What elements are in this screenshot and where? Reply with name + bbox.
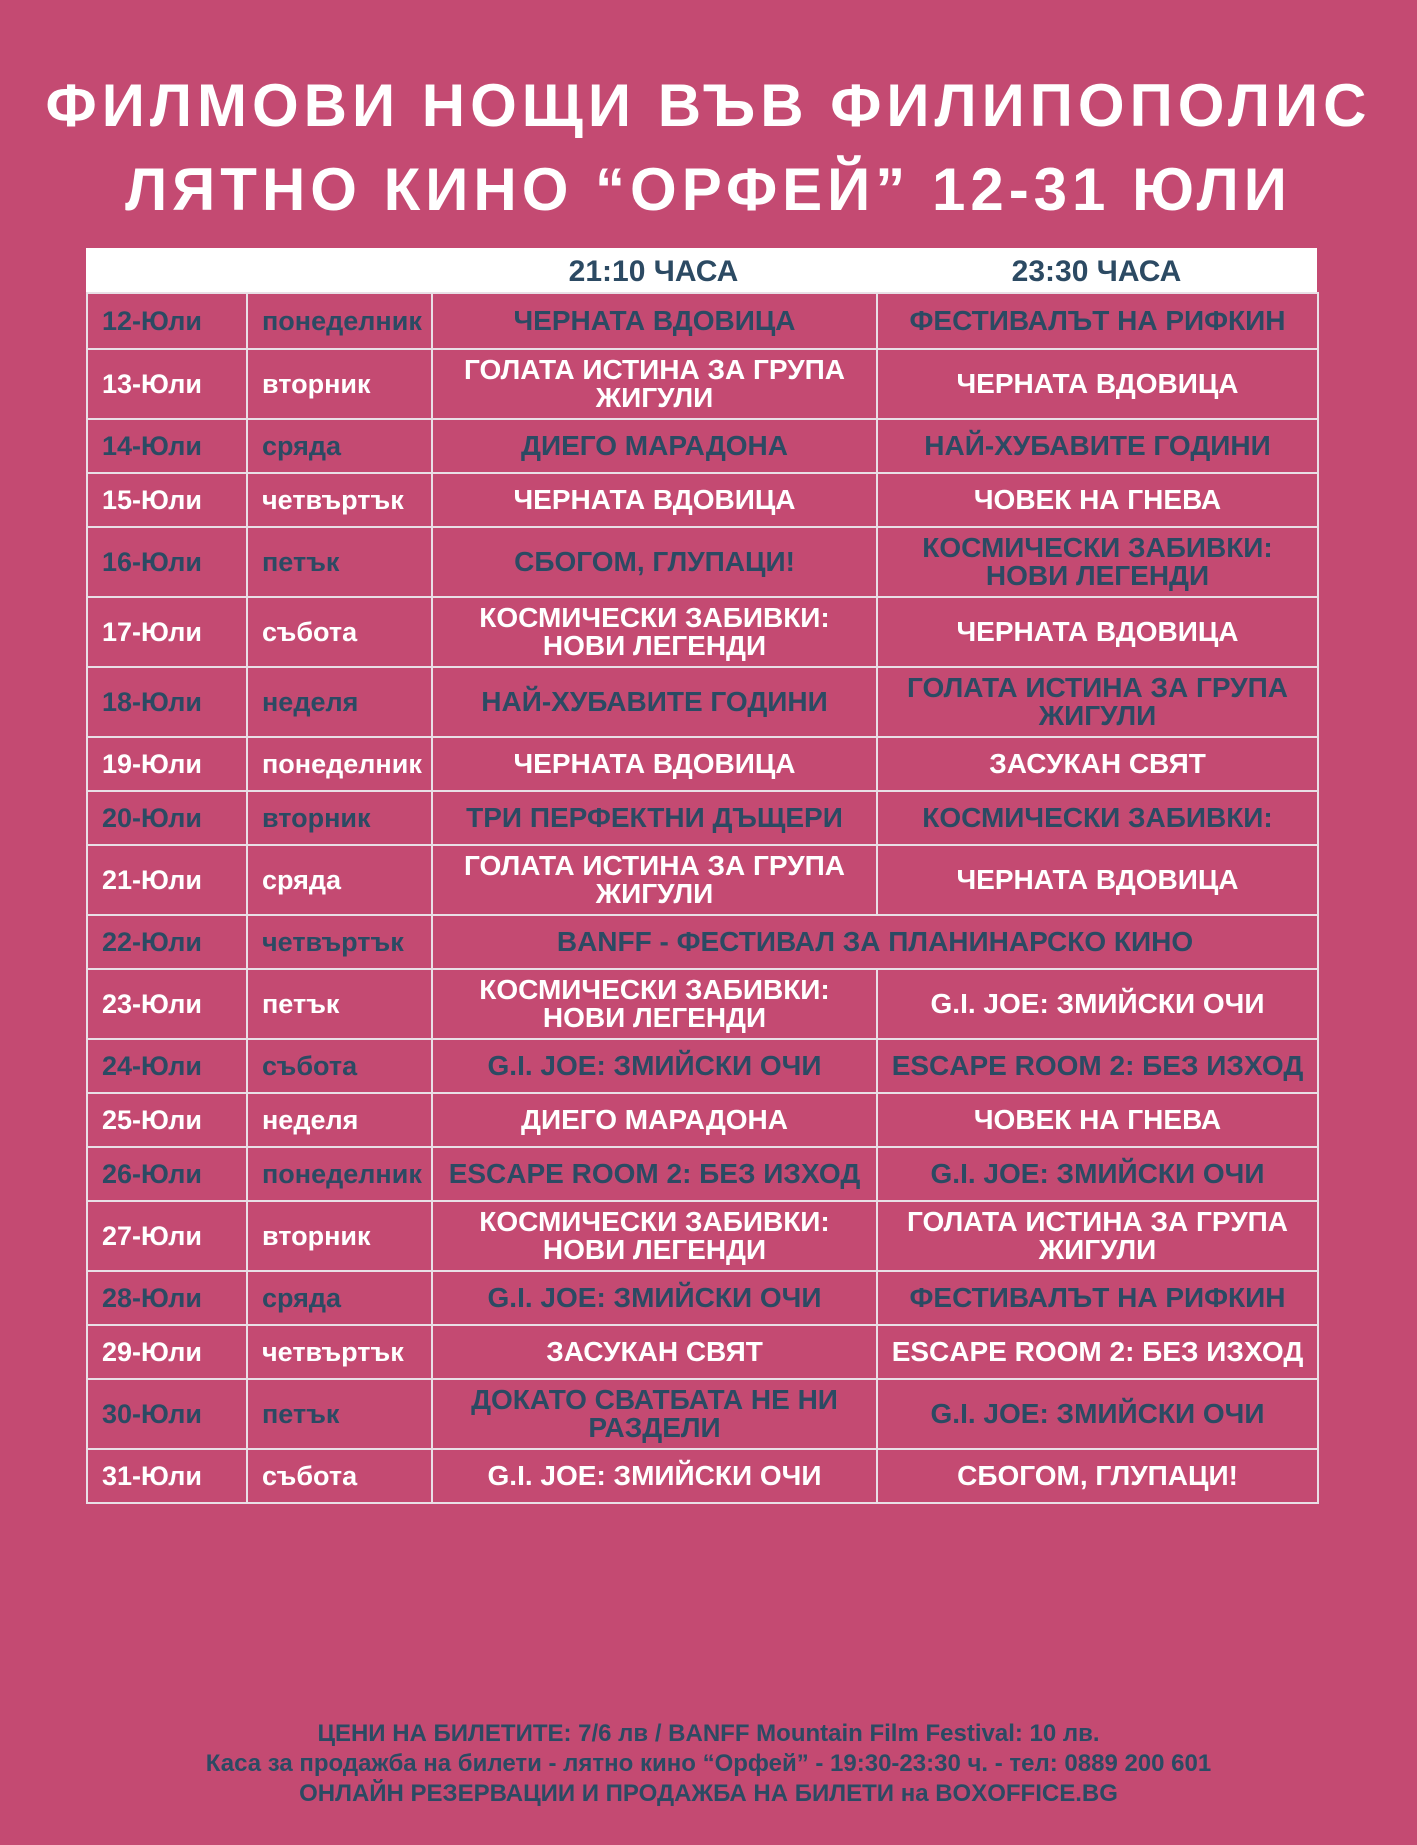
table-row: [87, 667, 1318, 737]
date-cell: 31-Юли: [87, 1449, 247, 1503]
film-cell-2330: ЧЕРНАТА ВДОВИЦА: [877, 597, 1318, 667]
film-cell-2110: ЧЕРНАТА ВДОВИЦА: [432, 737, 877, 791]
day-cell: четвъртък: [247, 1325, 432, 1379]
day-cell: събота: [247, 1449, 432, 1503]
day-cell: понеделник: [247, 1147, 432, 1201]
day-cell: четвъртък: [247, 915, 432, 969]
film-cell-2330: ЧОВЕК НА ГНЕВА: [877, 473, 1318, 527]
day-cell: сряда: [247, 1271, 432, 1325]
date-cell: 29-Юли: [87, 1325, 247, 1379]
date-cell: 19-Юли: [87, 737, 247, 791]
header-empty-day: [246, 248, 431, 292]
header-empty-date: [86, 248, 246, 292]
date-cell: 30-Юли: [87, 1379, 247, 1449]
day-cell: петък: [247, 527, 432, 597]
table-row: [87, 915, 1318, 969]
film-cell-2330: ESCAPE ROOM 2: БЕЗ ИЗХОД: [877, 1325, 1318, 1379]
table-row: [87, 1379, 1318, 1449]
table-row: [87, 1147, 1318, 1201]
table-row: [87, 527, 1318, 597]
footer-box-office: Каса за продажба на билети - лятно кино “Орфей” - 19:30-23:30 ч. - тел: 0889 200 601: [205, 1750, 1212, 1777]
film-cell-2110: КОСМИЧЕСКИ ЗАБИВКИ: НОВИ ЛЕГЕНДИ: [432, 969, 877, 1039]
film-cell-2110: ГОЛАТА ИСТИНА ЗА ГРУПА ЖИГУЛИ: [432, 845, 877, 915]
table-row: [87, 293, 1318, 349]
day-cell: събота: [247, 597, 432, 667]
date-cell: 26-Юли: [87, 1147, 247, 1201]
day-cell: вторник: [247, 1201, 432, 1271]
film-cell-2110: ЧЕРНАТА ВДОВИЦА: [432, 293, 877, 349]
table-header: [86, 248, 1317, 292]
date-cell: 14-Юли: [87, 419, 247, 473]
table-row: [87, 969, 1318, 1039]
date-cell: 15-Юли: [87, 473, 247, 527]
film-cell-2110: ГОЛАТА ИСТИНА ЗА ГРУПА ЖИГУЛИ: [432, 349, 877, 419]
film-cell-2110: G.I. JOE: ЗМИЙСКИ ОЧИ: [432, 1449, 877, 1503]
film-cell-2110: СБОГОМ, ГЛУПАЦИ!: [432, 527, 877, 597]
date-cell: 20-Юли: [87, 791, 247, 845]
footer-prices: ЦЕНИ НА БИЛЕТИТЕ: 7/6 лв / BANFF Mountain Film Festival: 10 лв.: [317, 1720, 1100, 1747]
day-cell: неделя: [247, 667, 432, 737]
film-cell-2330: ЗАСУКАН СВЯТ: [877, 737, 1318, 791]
table-row: [87, 597, 1318, 667]
table-row: [87, 1201, 1318, 1271]
table-row: [87, 845, 1318, 915]
schedule-grid: [86, 292, 1319, 1504]
film-cell-full-evening: BANFF - ФЕСТИВАЛ ЗА ПЛАНИНАРСКО КИНО: [432, 915, 1318, 969]
film-cell-2110: КОСМИЧЕСКИ ЗАБИВКИ: НОВИ ЛЕГЕНДИ: [432, 597, 877, 667]
day-cell: неделя: [247, 1093, 432, 1147]
day-cell: петък: [247, 969, 432, 1039]
film-cell-2330: КОСМИЧЕСКИ ЗАБИВКИ:: [877, 791, 1318, 845]
film-cell-2330: ФЕСТИВАЛЪТ НА РИФКИН: [877, 293, 1318, 349]
table-row: [87, 1039, 1318, 1093]
film-cell-2330: НАЙ-ХУБАВИТЕ ГОДИНИ: [877, 419, 1318, 473]
film-cell-2110: ТРИ ПЕРФЕКТНИ ДЪЩЕРИ: [432, 791, 877, 845]
table-row: [87, 1325, 1318, 1379]
date-cell: 18-Юли: [87, 667, 247, 737]
film-cell-2110: G.I. JOE: ЗМИЙСКИ ОЧИ: [432, 1039, 877, 1093]
film-cell-2330: ГОЛАТА ИСТИНА ЗА ГРУПА ЖИГУЛИ: [877, 1201, 1318, 1271]
film-cell-2110: ДИЕГО МАРАДОНА: [432, 419, 877, 473]
date-cell: 27-Юли: [87, 1201, 247, 1271]
page-title: ФИЛМОВИ НОЩИ ВЪВ ФИЛИПОПОЛИС: [45, 72, 1372, 139]
date-cell: 28-Юли: [87, 1271, 247, 1325]
film-cell-2330: СБОГОМ, ГЛУПАЦИ!: [877, 1449, 1318, 1503]
date-cell: 12-Юли: [87, 293, 247, 349]
date-cell: 16-Юли: [87, 527, 247, 597]
table-row: [87, 349, 1318, 419]
film-cell-2330: КОСМИЧЕСКИ ЗАБИВКИ: НОВИ ЛЕГЕНДИ: [877, 527, 1318, 597]
film-cell-2110: ЧЕРНАТА ВДОВИЦА: [432, 473, 877, 527]
day-cell: събота: [247, 1039, 432, 1093]
table-row: [87, 1271, 1318, 1325]
day-cell: понеделник: [247, 737, 432, 791]
table-row: [87, 1093, 1318, 1147]
table-row: [87, 419, 1318, 473]
date-cell: 22-Юли: [87, 915, 247, 969]
schedule-table: [86, 248, 1317, 1504]
film-cell-2110: ESCAPE ROOM 2: БЕЗ ИЗХОД: [432, 1147, 877, 1201]
table-row: [87, 473, 1318, 527]
film-cell-2110: ДОКАТО СВАТБАТА НЕ НИ РАЗДЕЛИ: [432, 1379, 877, 1449]
day-cell: сряда: [247, 845, 432, 915]
header-time-2110: 21:10 ЧАСА: [568, 255, 739, 288]
film-cell-2110: ЗАСУКАН СВЯТ: [432, 1325, 877, 1379]
table-row: [87, 737, 1318, 791]
date-cell: 24-Юли: [87, 1039, 247, 1093]
date-cell: 13-Юли: [87, 349, 247, 419]
day-cell: понеделник: [247, 293, 432, 349]
day-cell: петък: [247, 1379, 432, 1449]
film-cell-2330: ЧЕРНАТА ВДОВИЦА: [877, 845, 1318, 915]
footer-online: ОНЛАЙН РЕЗЕРВАЦИИ И ПРОДАЖБА НА БИЛЕТИ на BOXOFFICE.BG: [299, 1780, 1118, 1807]
date-cell: 23-Юли: [87, 969, 247, 1039]
film-cell-2110: G.I. JOE: ЗМИЙСКИ ОЧИ: [432, 1271, 877, 1325]
footer: [0, 1719, 1417, 1809]
page-subtitle: ЛЯТНО КИНО “ОРФЕЙ” 12-31 ЮЛИ: [125, 156, 1292, 223]
day-cell: вторник: [247, 791, 432, 845]
film-cell-2330: ЧЕРНАТА ВДОВИЦА: [877, 349, 1318, 419]
film-cell-2110: КОСМИЧЕСКИ ЗАБИВКИ: НОВИ ЛЕГЕНДИ: [432, 1201, 877, 1271]
day-cell: вторник: [247, 349, 432, 419]
film-cell-2330: ESCAPE ROOM 2: БЕЗ ИЗХОД: [877, 1039, 1318, 1093]
film-cell-2330: G.I. JOE: ЗМИЙСКИ ОЧИ: [877, 1379, 1318, 1449]
film-cell-2330: ЧОВЕК НА ГНЕВА: [877, 1093, 1318, 1147]
date-cell: 17-Юли: [87, 597, 247, 667]
film-cell-2110: ДИЕГО МАРАДОНА: [432, 1093, 877, 1147]
film-cell-2330: G.I. JOE: ЗМИЙСКИ ОЧИ: [877, 1147, 1318, 1201]
table-row: [87, 1449, 1318, 1503]
date-cell: 25-Юли: [87, 1093, 247, 1147]
film-cell-2110: НАЙ-ХУБАВИТЕ ГОДИНИ: [432, 667, 877, 737]
header-time-2330: 23:30 ЧАСА: [1011, 255, 1182, 288]
day-cell: сряда: [247, 419, 432, 473]
day-cell: четвъртък: [247, 473, 432, 527]
film-cell-2330: G.I. JOE: ЗМИЙСКИ ОЧИ: [877, 969, 1318, 1039]
date-cell: 21-Юли: [87, 845, 247, 915]
table-row: [87, 791, 1318, 845]
film-cell-2330: ГОЛАТА ИСТИНА ЗА ГРУПА ЖИГУЛИ: [877, 667, 1318, 737]
film-cell-2330: ФЕСТИВАЛЪТ НА РИФКИН: [877, 1271, 1318, 1325]
